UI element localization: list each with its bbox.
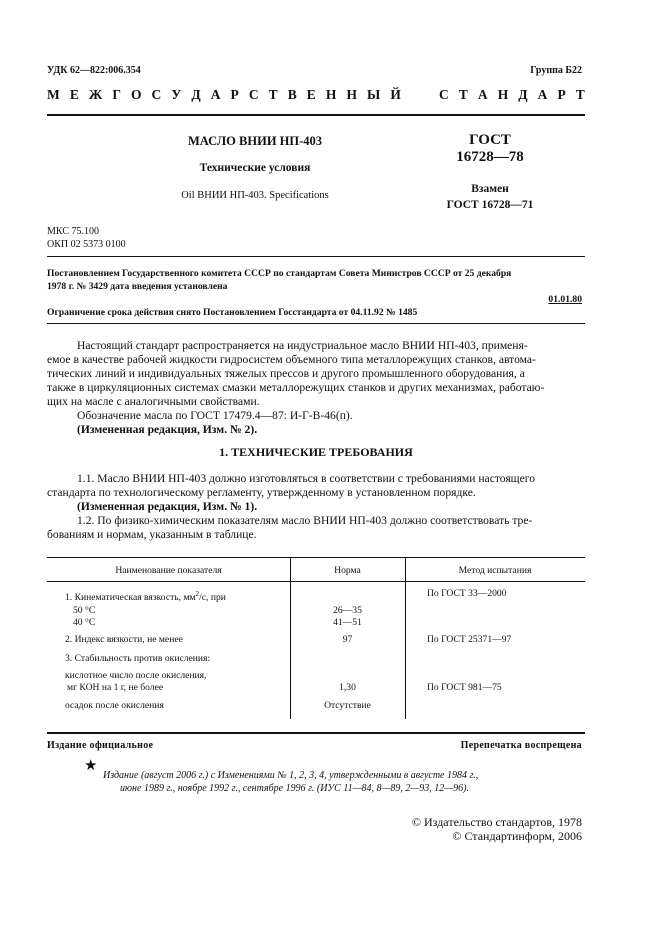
oil-designation: Обозначение масла по ГОСТ 17479.4—87: И-Г-В-46(п). [77,409,353,422]
document-subtitle: Технические условия [199,162,311,174]
official-edition: Издание официальное [47,740,154,751]
section-1-paragraphs [47,472,585,542]
revision-note-2: (Измененная редакция, Изм. № 2). [77,423,258,436]
gost-number: 16728—78 [456,149,524,165]
mks-code: МКС 75.100 [47,226,99,237]
table-cell-norm: 26—35 [333,605,362,616]
table-cell-method: По ГОСТ 33—2000 [427,588,507,599]
revision-note-1: (Измененная редакция, Изм. № 1). [77,500,258,513]
decree-line-2: 1978 г. № 3429 дата введения установлена [47,281,228,292]
table-header-cell: Норма [334,565,361,576]
table-cell-name: 50 °С [73,605,96,616]
table-cell-name: 2. Индекс вязкости, не менее [65,634,183,645]
interstate-standard-banner: М Е Ж Г О С У Д А Р С Т В Е Н Н Ы Й С Т А Н Д А Р Т [47,87,585,102]
table-cell-norm: 1,30 [339,682,356,693]
english-title: Oil ВНИИ НП-403. Specifications [181,190,329,201]
replaces-label: Взамен [471,183,509,195]
properties-table [47,557,585,719]
udk-code: УДК 62—822:006.354 [47,65,141,76]
star-icon: ★ [84,758,98,774]
clause-1-1-line: стандарта по технологическому регламенту, утвержденному в установленном порядке. [47,486,476,499]
intro-paragraph [47,339,585,437]
table-header-cell: Наименование показателя [115,565,222,576]
document-title: МАСЛО ВНИИ НП-403 [187,134,323,148]
table-cell-name: 40 °С [73,617,96,628]
table-cell-name: 3. Стабильность против окисления: [65,653,211,664]
intro-line: емое в качестве рабочей жидкости гидросистем объемного типа металлорежущих станков, автома- [47,353,536,366]
table-cell-method: По ГОСТ 981—75 [427,682,502,693]
table-cell-norm: 97 [342,634,353,645]
table-header-cell: Метод испытания [458,565,532,576]
header-rule [47,114,585,116]
table-cell-name: мг КОН на 1 г, не более [67,682,164,693]
table-cell-norm: 41—51 [333,617,362,628]
clause-1-2-line: 1.2. По физико-химическим показателям масло ВНИИ НП-403 должно соответствовать тре- [77,514,533,527]
table-cell-name: осадок после окисления [65,700,164,711]
table-top-rule [47,557,585,558]
table-cell-norm: Отсутствие [324,700,371,711]
clause-1-1-line: 1.1. Масло ВНИИ НП-403 должно изготовляться в соответствии с требованиями настоящего [77,472,536,485]
table-column-divider [405,557,406,719]
decree-rule [47,323,585,324]
table-cell-name: 1. Кинематическая вязкость, $мм^2/с$, при [65,590,226,604]
clause-1-2-line: бованиям и нормам, указанным в таблице. [47,528,257,541]
codes-rule [47,256,585,257]
intro-line: тических линий и индивидуальных тяжелых прессов и другого промышленного оборудования, а [47,367,525,380]
table-cell-method: По ГОСТ 25371—97 [427,634,512,645]
introduction-date: 01.01.80 [548,294,582,305]
footer-rule [47,732,585,734]
intro-line: также в циркуляционных системах смазки металлорежущих станков и других механизмах, работаю- [47,381,545,394]
section-heading: 1. ТЕХНИЧЕСКИЕ ТРЕБОВАНИЯ [219,445,413,459]
intro-line: Настоящий стандарт распространяется на индустриальное масло ВНИИ НП-403, применя- [77,339,528,352]
intro-line: щих на масле с аналогичными свойствами. [47,395,260,408]
edition-note-line-2: июне 1989 г., ноябре 1992 г., сентябре 1996 г. (ИУС 11—84, 8—89, 2—93, 12—96). [120,783,469,794]
okp-code: ОКП 02 5373 0100 [47,239,126,250]
reprint-prohibited: Перепечатка воспрещена [460,740,582,751]
limit-removed-note: Ограничение срока действия снято Постановлением Госстандарта от 04.11.92 № 1485 [47,307,418,318]
copyright-publisher: © Издательство стандартов, 1978 [411,815,582,829]
copyright-standartinform: © Стандартинформ, 2006 [452,829,582,843]
table-cell-name: кислотное число после окисления, [65,670,207,681]
gost-label: ГОСТ [469,132,511,148]
replaces-value: ГОСТ 16728—71 [446,199,534,211]
decree-line-1: Постановлением Государственного комитета СССР по стандартам Совета Министров СССР от 25 декабря [47,268,512,279]
group-code: Группа Б22 [530,65,582,76]
table-header-rule [47,581,585,582]
edition-note-line-1: Издание (август 2006 г.) с Изменениями № 1, 2, 3, 4, утвержденными в августе 1984 г., [103,770,479,781]
